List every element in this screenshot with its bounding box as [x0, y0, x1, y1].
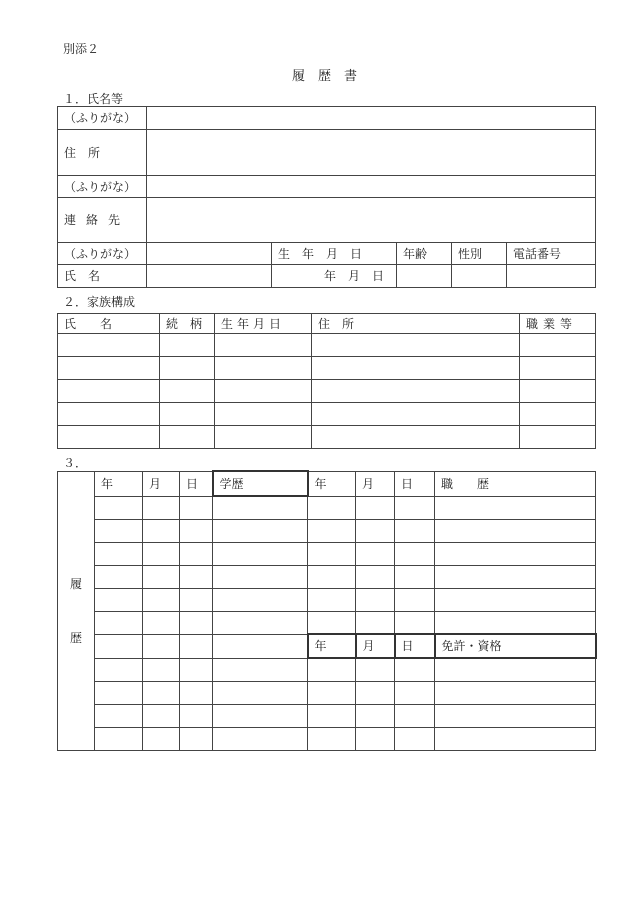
license-cell[interactable] [395, 658, 435, 681]
family-cell[interactable] [520, 380, 596, 403]
table-row [58, 496, 596, 519]
work-day-header: 日 [395, 471, 435, 496]
table-row [58, 704, 596, 727]
edu-cell[interactable] [180, 727, 213, 750]
family-cell[interactable] [312, 357, 520, 380]
age-field[interactable] [397, 265, 452, 288]
work-cell[interactable] [356, 611, 395, 634]
history-side-char-1: 履 [69, 576, 82, 591]
work-cell[interactable] [308, 611, 356, 634]
history-side-char-2: 歴 [69, 630, 82, 645]
edu-cell[interactable] [213, 496, 308, 519]
family-cell[interactable] [312, 334, 520, 357]
edu-cell[interactable] [180, 496, 213, 519]
edu-cell[interactable] [95, 588, 143, 611]
edu-cell[interactable] [180, 588, 213, 611]
license-header: 免許・資格 [435, 634, 596, 658]
edu-cell[interactable] [95, 542, 143, 565]
edu-cell[interactable] [95, 704, 143, 727]
edu-cell[interactable] [213, 681, 308, 704]
license-cell[interactable] [356, 658, 395, 681]
table-row [58, 426, 596, 449]
license-year-header: 年 [308, 634, 356, 658]
table-row [58, 334, 596, 357]
phone-label: 電話番号 [507, 243, 596, 265]
edu-cell[interactable] [180, 611, 213, 634]
work-cell[interactable] [308, 496, 356, 519]
work-cell[interactable] [435, 496, 596, 519]
license-cell[interactable] [356, 681, 395, 704]
license-month-header: 月 [356, 634, 395, 658]
table-row [58, 380, 596, 403]
edu-cell[interactable] [143, 588, 180, 611]
edu-cell[interactable] [143, 704, 180, 727]
family-cell[interactable] [160, 357, 215, 380]
birthdate-field[interactable]: 年 月 日 [272, 265, 397, 288]
family-header-occupation: 職業等 [520, 314, 596, 334]
edu-cell[interactable] [95, 634, 143, 658]
work-cell[interactable] [356, 496, 395, 519]
gender-field[interactable] [452, 265, 507, 288]
edu-cell[interactable] [143, 634, 180, 658]
license-cell[interactable] [435, 681, 596, 704]
family-cell[interactable] [58, 334, 160, 357]
edu-cell[interactable] [143, 658, 180, 681]
family-cell[interactable] [520, 334, 596, 357]
section3-heading: ３． [63, 456, 88, 470]
family-header-relation: 続 柄 [160, 314, 215, 334]
family-cell[interactable] [215, 357, 312, 380]
phone-field[interactable] [507, 265, 596, 288]
contact-furigana-field[interactable] [147, 176, 596, 198]
table-row [58, 658, 596, 681]
edu-cell[interactable] [95, 681, 143, 704]
edu-cell[interactable] [95, 658, 143, 681]
license-day-header: 日 [395, 634, 435, 658]
edu-cell[interactable] [213, 634, 308, 658]
history-side-label [58, 471, 95, 750]
license-cell[interactable] [356, 704, 395, 727]
history-table [57, 470, 597, 751]
edu-cell[interactable] [95, 496, 143, 519]
work-cell[interactable] [356, 519, 395, 542]
family-cell[interactable] [520, 403, 596, 426]
edu-cell[interactable] [213, 611, 308, 634]
work-month-header: 月 [356, 471, 395, 496]
furigana-label: （ふりがな） [58, 176, 147, 198]
work-cell[interactable] [435, 519, 596, 542]
address-field[interactable] [147, 130, 596, 176]
edu-cell[interactable] [213, 727, 308, 750]
edu-cell[interactable] [213, 588, 308, 611]
birthdate-label: 生 年 月 日 [272, 243, 397, 265]
table-row [58, 681, 596, 704]
table-row [58, 565, 596, 588]
family-cell[interactable] [215, 426, 312, 449]
edu-cell[interactable] [180, 658, 213, 681]
family-cell[interactable] [520, 426, 596, 449]
family-cell[interactable] [312, 380, 520, 403]
edu-cell[interactable] [180, 681, 213, 704]
family-cell[interactable] [312, 403, 520, 426]
section2-heading: ２．家族構成 [63, 295, 136, 309]
license-cell[interactable] [435, 727, 596, 750]
work-cell[interactable] [435, 542, 596, 565]
license-cell[interactable] [356, 727, 395, 750]
work-history-header: 職 歴 [435, 471, 596, 496]
family-header-name: 氏 名 [58, 314, 160, 334]
table-row [58, 542, 596, 565]
family-cell[interactable] [58, 403, 160, 426]
license-cell[interactable] [395, 704, 435, 727]
work-cell[interactable] [435, 565, 596, 588]
family-header-address: 住 所 [312, 314, 520, 334]
license-cell[interactable] [395, 681, 435, 704]
edu-cell[interactable] [180, 634, 213, 658]
edu-cell[interactable] [95, 611, 143, 634]
address-label: 住 所 [58, 130, 147, 176]
gender-label: 性別 [452, 243, 507, 265]
family-header-birthdate: 生年月日 [215, 314, 312, 334]
edu-cell[interactable] [180, 704, 213, 727]
edu-cell[interactable] [95, 565, 143, 588]
work-cell[interactable] [395, 519, 435, 542]
appendix-label: 別添２ [63, 42, 100, 56]
edu-cell[interactable] [143, 727, 180, 750]
work-cell[interactable] [395, 496, 435, 519]
license-cell[interactable] [308, 727, 356, 750]
family-cell[interactable] [312, 426, 520, 449]
work-cell[interactable] [308, 542, 356, 565]
edu-cell[interactable] [143, 681, 180, 704]
work-cell[interactable] [435, 611, 596, 634]
table-row [58, 519, 596, 542]
work-cell[interactable] [395, 611, 435, 634]
page-title: 履 歴 書 [292, 69, 358, 84]
table-row [58, 403, 596, 426]
edu-cell[interactable] [213, 704, 308, 727]
license-cell[interactable] [435, 704, 596, 727]
table-row [58, 588, 596, 611]
edu-cell[interactable] [95, 727, 143, 750]
work-year-header: 年 [308, 471, 356, 496]
edu-cell[interactable] [213, 542, 308, 565]
family-cell[interactable] [160, 426, 215, 449]
edu-cell[interactable] [180, 519, 213, 542]
family-cell[interactable] [58, 380, 160, 403]
family-cell[interactable] [160, 334, 215, 357]
name-label: 氏 名 [58, 265, 147, 288]
edu-cell[interactable] [213, 565, 308, 588]
family-cell[interactable] [520, 357, 596, 380]
family-cell[interactable] [58, 357, 160, 380]
edu-cell[interactable] [143, 565, 180, 588]
family-cell[interactable] [215, 403, 312, 426]
edu-cell[interactable] [143, 542, 180, 565]
work-cell[interactable] [435, 588, 596, 611]
license-cell[interactable] [308, 658, 356, 681]
work-cell[interactable] [308, 519, 356, 542]
section1-heading: １．氏名等 [63, 92, 124, 106]
family-cell[interactable] [58, 426, 160, 449]
table-row [58, 727, 596, 750]
work-cell[interactable] [308, 565, 356, 588]
education-header: 学歴 [213, 471, 308, 496]
edu-month-header: 月 [143, 471, 180, 496]
table-row [58, 611, 596, 634]
furigana-field[interactable] [147, 107, 596, 130]
work-cell[interactable] [356, 588, 395, 611]
edu-year-header: 年 [95, 471, 143, 496]
family-cell[interactable] [160, 380, 215, 403]
work-cell[interactable] [395, 565, 435, 588]
family-cell[interactable] [160, 403, 215, 426]
personal-info-table [57, 106, 596, 288]
furigana-label: （ふりがな） [58, 243, 147, 265]
edu-cell[interactable] [95, 519, 143, 542]
edu-cell[interactable] [213, 519, 308, 542]
table-row [58, 357, 596, 380]
furigana-label: （ふりがな） [58, 107, 147, 130]
name-field[interactable] [147, 265, 272, 288]
edu-cell[interactable] [143, 496, 180, 519]
license-cell[interactable] [435, 658, 596, 681]
contact-label: 連絡先 [58, 198, 147, 243]
edu-cell[interactable] [143, 611, 180, 634]
age-label: 年齢 [397, 243, 452, 265]
license-cell[interactable] [395, 727, 435, 750]
family-cell[interactable] [215, 334, 312, 357]
work-cell[interactable] [356, 542, 395, 565]
family-table [57, 313, 596, 449]
edu-cell[interactable] [213, 658, 308, 681]
edu-cell[interactable] [180, 565, 213, 588]
name-furigana-field[interactable] [147, 243, 272, 265]
work-cell[interactable] [308, 588, 356, 611]
contact-field[interactable] [147, 198, 596, 243]
license-cell[interactable] [308, 681, 356, 704]
edu-cell[interactable] [143, 519, 180, 542]
work-cell[interactable] [395, 542, 435, 565]
license-cell[interactable] [308, 704, 356, 727]
edu-day-header: 日 [180, 471, 213, 496]
family-cell[interactable] [215, 380, 312, 403]
work-cell[interactable] [356, 565, 395, 588]
work-cell[interactable] [395, 588, 435, 611]
edu-cell[interactable] [180, 542, 213, 565]
